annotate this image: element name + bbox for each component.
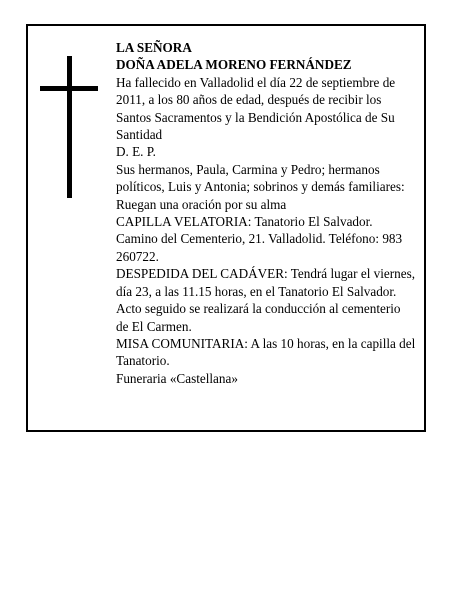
- notice-farewell: DESPEDIDA DEL CADÁVER: Tendrá lugar el viernes, día 23, a las 11.15 horas, en el Tanatorio El Salvador. Acto seguido se realizará la conducción al cementerio de El Carmen.: [116, 266, 416, 334]
- notice-death-announcement: Ha fallecido en Valladolid el día 22 de septiembre de 2011, a los 80 años de edad, después de recibir los Santos Sacramentos y la Bendición Apostólica de Su Santidad: [116, 74, 396, 143]
- notice-family: Sus hermanos, Paula, Carmina y Pedro; hermanos políticos, Luis y Antonia; sobrinos y demás familiares:: [116, 161, 405, 195]
- notice-mass: MISA COMUNITARIA: A las 10 horas, en la capilla del Tanatorio.: [116, 335, 416, 369]
- notice-text: [116, 39, 416, 387]
- cross-vertical-bar: [67, 56, 72, 198]
- notice-prayer-request: Ruegan una oración por su alma: [116, 196, 287, 212]
- notice-dep: D. E. P.: [116, 144, 156, 160]
- cross-horizontal-bar: [40, 86, 98, 91]
- notice-chapel: CAPILLA VELATORIA: Tanatorio El Salvador. Camino del Cementerio, 21. Valladolid. Teléfono: 983 260722.: [116, 214, 403, 264]
- obituary-notice: [26, 24, 426, 432]
- notice-funeral-home: Funeraria «Castellana»: [116, 370, 238, 386]
- notice-title-line1: LA SEÑORA: [116, 40, 192, 55]
- notice-title-name: DOÑA ADELA MORENO FERNÁNDEZ: [116, 57, 352, 73]
